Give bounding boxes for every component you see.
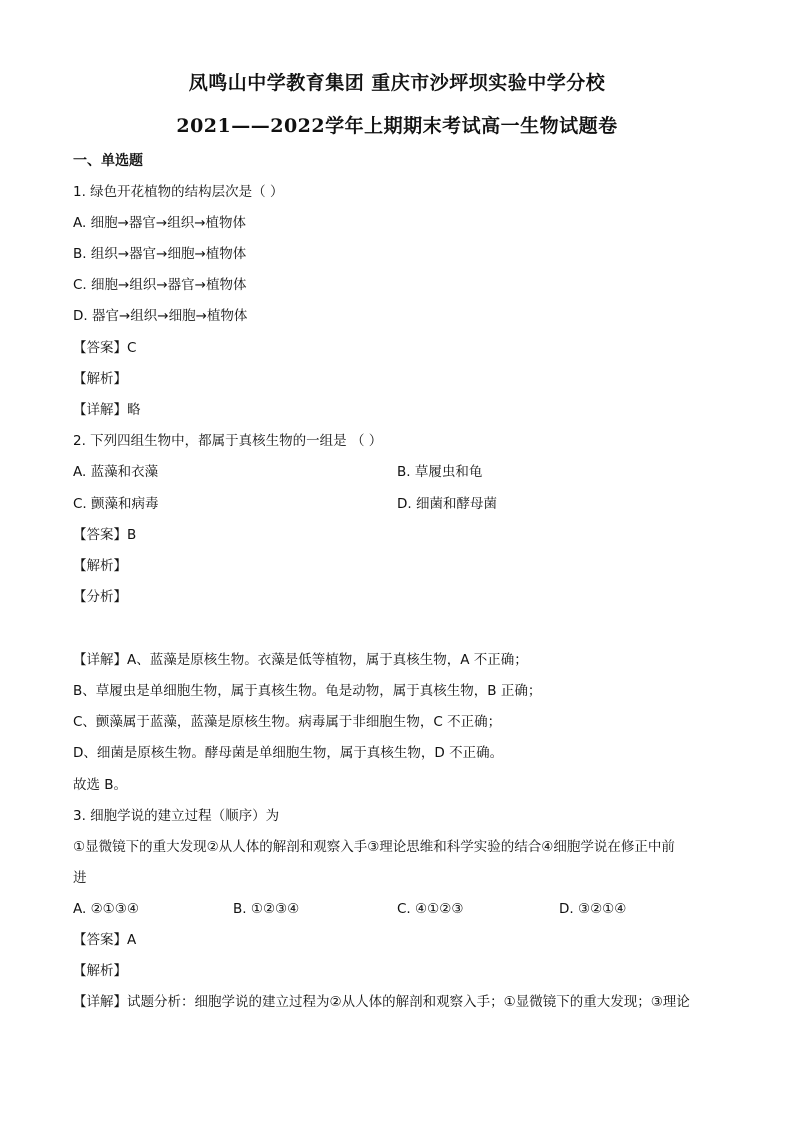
section-heading: 一、单选题 <box>73 153 143 169</box>
q2-option-a: A. 蓝藻和衣藻 <box>73 464 159 480</box>
q1-stem: 1. 绿色开花植物的结构层次是（ ） <box>73 184 284 200</box>
q3-description-2: 进 <box>73 870 87 886</box>
q2-detail-4: D、细菌是原核生物。酵母菌是单细胞生物，属于真核生物，D 不正确。 <box>73 745 504 761</box>
q1-option-b: B. 组织→器官→细胞→植物体 <box>73 246 247 262</box>
q1-detail: 【详解】略 <box>73 402 141 418</box>
q3-answer: 【答案】A <box>73 932 137 948</box>
q3-stem: 3. 细胞学说的建立过程（顺序）为 <box>73 808 280 824</box>
q3-detail: 【详解】试题分析：细胞学说的建立过程为②从人体的解剖和观察入手；①显微镜下的重大发现；③理论 <box>73 994 690 1010</box>
q2-fenxi-label: 【分析】 <box>73 589 127 605</box>
q2-option-d: D. 细菌和酵母菌 <box>397 496 497 512</box>
q2-detail-1: 【详解】A、蓝藻是原核生物。衣藻是低等植物，属于真核生物，A 不正确； <box>73 652 528 668</box>
q3-description-1: ①显微镜下的重大发现②从人体的解剖和观察入手③理论思维和科学实验的结合④细胞学说在修正中前 <box>73 839 675 855</box>
q1-option-a: A. 细胞→器官→组织→植物体 <box>73 215 247 231</box>
q2-analysis-label: 【解析】 <box>73 558 127 574</box>
q2-detail-3: C、颤藻属于蓝藻，蓝藻是原核生物。病毒属于非细胞生物，C 不正确； <box>73 714 502 730</box>
q1-option-c: C. 细胞→组织→器官→植物体 <box>73 277 247 293</box>
q2-option-b: B. 草履虫和龟 <box>397 464 483 480</box>
q2-detail-2: B、草履虫是单细胞生物，属于真核生物。龟是动物，属于真核生物，B 正确； <box>73 683 542 699</box>
q1-answer: 【答案】C <box>73 340 137 356</box>
q2-option-c: C. 颤藻和病毒 <box>73 496 159 512</box>
q3-option-b: B. ①②③④ <box>233 901 300 917</box>
q2-stem: 2. 下列四组生物中，都属于真核生物的一组是 （ ） <box>73 433 383 449</box>
q2-answer: 【答案】B <box>73 527 137 543</box>
q3-option-d: D. ③②①④ <box>559 901 627 917</box>
q3-option-a: A. ②①③④ <box>73 901 139 917</box>
q3-analysis-label: 【解析】 <box>73 963 127 979</box>
q1-analysis-label: 【解析】 <box>73 371 127 387</box>
q2-conclusion: 故选 B。 <box>73 777 128 793</box>
q1-option-d: D. 器官→组织→细胞→植物体 <box>73 308 248 324</box>
q3-option-c: C. ④①②③ <box>397 901 464 917</box>
document-title-line-2: 2021——2022学年上期期末考试高一生物试题卷 <box>176 115 618 137</box>
document-title-line-1: 凤鸣山中学教育集团 重庆市沙坪坝实验中学分校 <box>188 72 606 94</box>
